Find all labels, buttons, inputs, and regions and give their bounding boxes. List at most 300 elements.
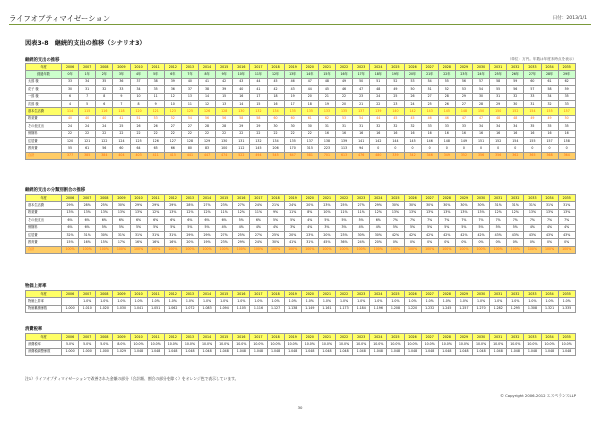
value-cell: 43%: [490, 231, 507, 238]
row-label: 教育費: [26, 145, 62, 152]
year-cell: 2019: [284, 64, 301, 71]
value-cell: 1.041: [130, 305, 147, 312]
table-row: [26, 202, 576, 209]
age-cell: 34: [79, 78, 96, 85]
value-cell: 1.048: [233, 348, 250, 355]
value-cell: 1.048: [507, 348, 524, 355]
age-cell: 20: [301, 93, 318, 100]
year-cell: 2008: [96, 64, 113, 71]
value-cell: 132: [250, 137, 267, 144]
value-cell: 154: [524, 108, 541, 115]
value-cell: 1.0%: [216, 298, 233, 305]
year-cell: 2011: [147, 64, 164, 71]
value-cell: 32: [404, 123, 421, 130]
age-cell: 48: [370, 86, 387, 93]
year-cell: 2032: [507, 195, 524, 202]
value-cell: 22: [113, 130, 130, 137]
value-cell: 5%: [387, 224, 404, 231]
year-cell: 2030: [473, 64, 490, 71]
row-label: 消費税調整係数: [26, 348, 62, 355]
elapsed-cell: 26年: [507, 71, 524, 78]
elapsed-row: [26, 71, 576, 78]
value-cell: 30%: [404, 202, 421, 209]
age-label: 太郎 様: [26, 78, 62, 85]
value-cell: 16: [404, 130, 421, 137]
value-cell: 121: [79, 137, 96, 144]
value-cell: 13%: [164, 209, 181, 216]
value-cell: 1.048: [181, 348, 198, 355]
value-cell: 1.048: [524, 348, 541, 355]
age-cell: 12: [199, 100, 216, 107]
total-cell: 100%: [62, 246, 79, 253]
year-cell: 2027: [421, 64, 438, 71]
age-cell: 25: [387, 93, 404, 100]
value-cell: 44: [370, 115, 387, 122]
value-cell: 45: [387, 115, 404, 122]
year-cell: 2030: [473, 291, 490, 298]
value-cell: 41%: [284, 239, 301, 246]
age-cell: 35: [147, 86, 164, 93]
value-cell: 1.173: [336, 305, 353, 312]
total-cell: 100%: [473, 246, 490, 253]
total-cell: 100%: [507, 246, 524, 253]
total-cell: 100%: [336, 246, 353, 253]
age-cell: 16: [267, 100, 284, 107]
value-cell: 120: [62, 137, 79, 144]
value-cell: 5%: [130, 224, 147, 231]
inflation-table: [25, 290, 576, 313]
row-label: 住居費: [26, 231, 62, 238]
value-cell: 1.220: [404, 305, 421, 312]
value-cell: 30%: [370, 231, 387, 238]
table-row: [26, 239, 576, 246]
value-cell: 12%: [199, 209, 216, 216]
value-cell: 31%: [147, 231, 164, 238]
value-cell: 5%: [267, 217, 284, 224]
value-cell: 34: [507, 123, 524, 130]
year-cell: 2006: [62, 334, 79, 341]
value-cell: 5%: [421, 224, 438, 231]
value-cell: 21%: [267, 202, 284, 209]
value-cell: 6%: [164, 217, 181, 224]
year-cell: 2015: [216, 291, 233, 298]
value-cell: 152: [490, 137, 507, 144]
age-cell: 18: [301, 100, 318, 107]
value-cell: 12%: [147, 209, 164, 216]
year-cell: 2017: [250, 334, 267, 341]
age-cell: 8: [96, 93, 113, 100]
value-cell: 31%: [130, 231, 147, 238]
age-cell: 46: [336, 86, 353, 93]
value-cell: 1.048: [216, 348, 233, 355]
value-cell: 4%: [353, 224, 370, 231]
value-cell: 16: [336, 130, 353, 137]
elapsed-cell: 19年: [387, 71, 404, 78]
total-cell: 356: [473, 152, 490, 159]
value-cell: 1.149: [301, 305, 318, 312]
age-row: [26, 100, 576, 107]
row-label: 娯楽費: [26, 209, 62, 216]
value-cell: 23%: [318, 202, 335, 209]
age-cell: 21: [353, 100, 370, 107]
year-cell: 2017: [250, 291, 267, 298]
value-cell: 6%: [199, 217, 216, 224]
value-cell: 120: [130, 108, 147, 115]
value-cell: 0: [421, 145, 438, 152]
value-cell: 1.0%: [147, 298, 164, 305]
value-cell: 33: [421, 123, 438, 130]
value-cell: 5%: [96, 224, 113, 231]
value-cell: 50: [558, 115, 575, 122]
value-cell: 29%: [62, 202, 79, 209]
value-cell: 22: [199, 130, 216, 137]
value-cell: 1.0%: [421, 298, 438, 305]
year-cell: 2031: [490, 64, 507, 71]
year-cell: 2013: [181, 64, 198, 71]
value-cell: 1.0%: [113, 298, 130, 305]
value-cell: 1.0%: [96, 298, 113, 305]
value-cell: 1.0%: [541, 298, 558, 305]
age-cell: 39: [216, 86, 233, 93]
total-cell: 100%: [250, 246, 267, 253]
total-cell: 362: [507, 152, 524, 159]
year-cell: 2012: [164, 334, 181, 341]
value-cell: 1.029: [113, 348, 130, 355]
age-cell: 53: [455, 86, 472, 93]
year-cell: 2022: [336, 291, 353, 298]
value-cell: 7%: [473, 217, 490, 224]
value-cell: 1.048: [455, 348, 472, 355]
year-cell: 2007: [79, 334, 96, 341]
year-cell: 2020: [301, 195, 318, 202]
value-cell: 1.0%: [250, 298, 267, 305]
age-cell: 27: [421, 93, 438, 100]
value-cell: 10.0%: [404, 341, 421, 348]
value-cell: 1.0%: [438, 298, 455, 305]
value-cell: 1.048: [387, 348, 404, 355]
age-cell: 61: [541, 78, 558, 85]
value-cell: 135: [301, 108, 318, 115]
elapsed-cell: 25年: [490, 71, 507, 78]
value-cell: 6%: [130, 217, 147, 224]
value-cell: 7%: [387, 217, 404, 224]
year-cell: 2033: [524, 195, 541, 202]
age-cell: 60: [524, 78, 541, 85]
value-cell: 1.0%: [301, 298, 318, 305]
value-cell: 24: [62, 123, 79, 130]
year-cell: 2015: [216, 334, 233, 341]
year-cell: 2023: [353, 291, 370, 298]
value-cell: 22: [216, 130, 233, 137]
year-cell: 2016: [233, 291, 250, 298]
value-cell: 130: [233, 108, 250, 115]
elapsed-cell: 28年: [541, 71, 558, 78]
value-cell: 10.0%: [318, 341, 335, 348]
year-cell: 2027: [421, 291, 438, 298]
age-cell: 19: [318, 100, 335, 107]
value-cell: 60: [267, 115, 284, 122]
value-cell: 1.0%: [524, 298, 541, 305]
value-cell: 4%: [558, 224, 575, 231]
elapsed-cell: 5年: [147, 71, 164, 78]
value-cell: 0%: [490, 239, 507, 246]
value-cell: 1.000: [62, 348, 79, 355]
value-cell: 7%: [558, 217, 575, 224]
age-cell: 31: [524, 100, 541, 107]
year-header-label: 年度: [26, 334, 62, 341]
value-cell: 10.0%: [387, 341, 404, 348]
age-cell: 34: [130, 86, 147, 93]
value-cell: 48: [507, 115, 524, 122]
year-cell: 2033: [524, 334, 541, 341]
elapsed-cell: 8年: [199, 71, 216, 78]
elapsed-cell: 15年: [318, 71, 335, 78]
total-cell: 352: [455, 152, 472, 159]
value-cell: 4%: [370, 224, 387, 231]
value-cell: 145: [404, 137, 421, 144]
value-cell: 1.270: [473, 305, 490, 312]
value-cell: 54: [181, 115, 198, 122]
age-cell: 57: [473, 78, 490, 85]
value-cell: 43%: [524, 231, 541, 238]
value-cell: 10.0%: [524, 341, 541, 348]
year-cell: 2031: [490, 334, 507, 341]
year-cell: 2025: [387, 291, 404, 298]
value-cell: 22: [233, 130, 250, 137]
value-cell: 43%: [558, 231, 575, 238]
age-cell: 52: [387, 78, 404, 85]
year-cell: 2022: [336, 64, 353, 71]
value-cell: 135: [284, 108, 301, 115]
value-cell: 12%: [490, 209, 507, 216]
value-cell: 1.062: [164, 305, 181, 312]
value-cell: 13%: [62, 209, 79, 216]
elapsed-cell: 21年: [421, 71, 438, 78]
year-cell: 2015: [216, 195, 233, 202]
year-cell: 2028: [438, 291, 455, 298]
value-cell: 1.072: [181, 305, 198, 312]
value-cell: 1.030: [113, 305, 130, 312]
elapsed-cell: 20年: [404, 71, 421, 78]
total-cell: 356: [490, 152, 507, 159]
value-cell: 157: [541, 137, 558, 144]
value-cell: 115: [79, 108, 96, 115]
year-cell: 2010: [130, 334, 147, 341]
row-label: 教育費: [26, 239, 62, 246]
value-cell: 16: [541, 130, 558, 137]
value-cell: 46: [438, 115, 455, 122]
value-cell: 51: [130, 115, 147, 122]
value-cell: 5.0%: [96, 341, 113, 348]
section1-title: 継続的支出の推移: [25, 58, 60, 63]
value-cell: 42%: [473, 231, 490, 238]
value-cell: 223: [318, 145, 335, 152]
total-cell: 100%: [79, 246, 96, 253]
age-cell: 17: [284, 100, 301, 107]
year-cell: 2025: [387, 334, 404, 341]
year-cell: 2012: [164, 195, 181, 202]
value-cell: 170: [284, 145, 301, 152]
value-cell: 132: [250, 108, 267, 115]
value-cell: 27%: [199, 202, 216, 209]
age-cell: 7: [79, 93, 96, 100]
value-cell: 29%: [370, 202, 387, 209]
year-cell: 2022: [336, 334, 353, 341]
value-cell: 6%: [370, 217, 387, 224]
value-cell: 5%: [507, 224, 524, 231]
value-cell: 6%: [79, 217, 96, 224]
value-cell: 30: [284, 123, 301, 130]
value-cell: 22: [284, 130, 301, 137]
year-cell: 2030: [473, 334, 490, 341]
year-cell: 2017: [250, 195, 267, 202]
total-cell: 100%: [353, 246, 370, 253]
ratio-table: [25, 194, 576, 254]
value-cell: 10.0%: [181, 341, 198, 348]
value-cell: 149: [455, 137, 472, 144]
value-cell: 24%: [250, 239, 267, 246]
value-cell: 10.0%: [353, 341, 370, 348]
year-cell: 2007: [79, 195, 96, 202]
value-cell: 1.0%: [455, 298, 472, 305]
value-cell: 24%: [250, 202, 267, 209]
value-cell: 30%: [455, 202, 472, 209]
age-cell: 43: [233, 78, 250, 85]
value-cell: 5%: [113, 224, 130, 231]
value-cell: 29%: [130, 202, 147, 209]
age-cell: 33: [558, 100, 575, 107]
spending-table: [25, 63, 576, 160]
value-cell: 20%: [284, 231, 301, 238]
value-cell: 4%: [267, 224, 284, 231]
value-cell: 1.048: [541, 348, 558, 355]
total-cell: 404: [113, 152, 130, 159]
age-cell: 10: [130, 93, 147, 100]
value-cell: 22: [62, 130, 79, 137]
total-cell: 100%: [318, 246, 335, 253]
value-cell: 1.196: [370, 305, 387, 312]
value-cell: 126: [147, 137, 164, 144]
value-cell: 5.0%: [79, 341, 96, 348]
age-cell: 36: [164, 86, 181, 93]
value-cell: 46: [421, 115, 438, 122]
value-cell: 13%: [558, 209, 575, 216]
total-cell: 100%: [181, 246, 198, 253]
year-cell: 2014: [199, 291, 216, 298]
value-cell: 1.0%: [370, 298, 387, 305]
value-cell: 5%: [199, 224, 216, 231]
age-cell: 22: [370, 100, 387, 107]
age-cell: 37: [181, 86, 198, 93]
year-cell: 2021: [318, 291, 335, 298]
age-cell: 52: [438, 86, 455, 93]
value-cell: 11%: [216, 209, 233, 216]
value-cell: 1.184: [353, 305, 370, 312]
year-header-row: [26, 195, 576, 202]
elapsed-cell: 6年: [164, 71, 181, 78]
value-cell: 1.0%: [284, 298, 301, 305]
value-cell: 123: [164, 108, 181, 115]
value-cell: 13%: [79, 209, 96, 216]
value-cell: 42%: [387, 231, 404, 238]
value-cell: 16: [490, 130, 507, 137]
age-cell: 43: [284, 86, 301, 93]
value-cell: 10.0%: [301, 341, 318, 348]
year-cell: 2028: [438, 64, 455, 71]
value-cell: 30: [301, 123, 318, 130]
value-cell: 152: [507, 108, 524, 115]
value-cell: 25%: [96, 202, 113, 209]
value-cell: 1.048: [199, 348, 216, 355]
value-cell: 113: [336, 145, 353, 152]
age-cell: 12: [164, 93, 181, 100]
value-cell: 6%: [62, 217, 79, 224]
value-cell: 13%: [96, 209, 113, 216]
value-cell: 13%: [524, 209, 541, 216]
value-cell: 30%: [353, 231, 370, 238]
value-cell: 8.0%: [113, 341, 130, 348]
value-cell: 22: [250, 130, 267, 137]
age-cell: 62: [558, 78, 575, 85]
elapsed-cell: 16年: [336, 71, 353, 78]
value-cell: 31%: [524, 202, 541, 209]
value-cell: 24%: [353, 239, 370, 246]
header-divider: [9, 24, 591, 25]
value-cell: 118: [113, 108, 130, 115]
value-cell: 5%: [318, 217, 335, 224]
value-cell: 10.0%: [558, 341, 575, 348]
age-cell: 13: [216, 100, 233, 107]
value-cell: 126: [199, 108, 216, 115]
value-cell: 42%: [404, 231, 421, 238]
year-cell: 2027: [421, 195, 438, 202]
total-cell: 100%: [421, 246, 438, 253]
value-cell: 1.0%: [353, 298, 370, 305]
value-cell: 10.0%: [421, 341, 438, 348]
year-cell: 2021: [318, 64, 335, 71]
value-cell: 5%: [353, 217, 370, 224]
year-cell: 2008: [96, 291, 113, 298]
year-header-label: 年度: [26, 291, 62, 298]
year-cell: 2007: [79, 291, 96, 298]
value-cell: 1.0%: [404, 298, 421, 305]
value-cell: 29: [250, 123, 267, 130]
value-cell: 150: [473, 108, 490, 115]
year-cell: 2024: [370, 334, 387, 341]
year-cell: 2024: [370, 291, 387, 298]
year-cell: 2008: [96, 195, 113, 202]
value-cell: 12%: [233, 209, 250, 216]
table-row: [26, 348, 576, 355]
year-cell: 2032: [507, 291, 524, 298]
year-cell: 2025: [387, 195, 404, 202]
age-cell: 19: [284, 93, 301, 100]
value-cell: 1.048: [147, 348, 164, 355]
value-cell: 13%: [541, 209, 558, 216]
year-cell: 2013: [181, 195, 198, 202]
age-cell: 18: [267, 93, 284, 100]
value-cell: 31: [318, 123, 335, 130]
value-cell: 1.0%: [199, 298, 216, 305]
value-cell: 129: [199, 137, 216, 144]
year-cell: 2029: [455, 334, 472, 341]
value-cell: 133: [318, 108, 335, 115]
total-cell: 100%: [267, 246, 284, 253]
year-cell: 2013: [181, 334, 198, 341]
value-cell: 4%: [250, 224, 267, 231]
value-cell: 11%: [250, 209, 267, 216]
age-cell: 7: [113, 100, 130, 107]
